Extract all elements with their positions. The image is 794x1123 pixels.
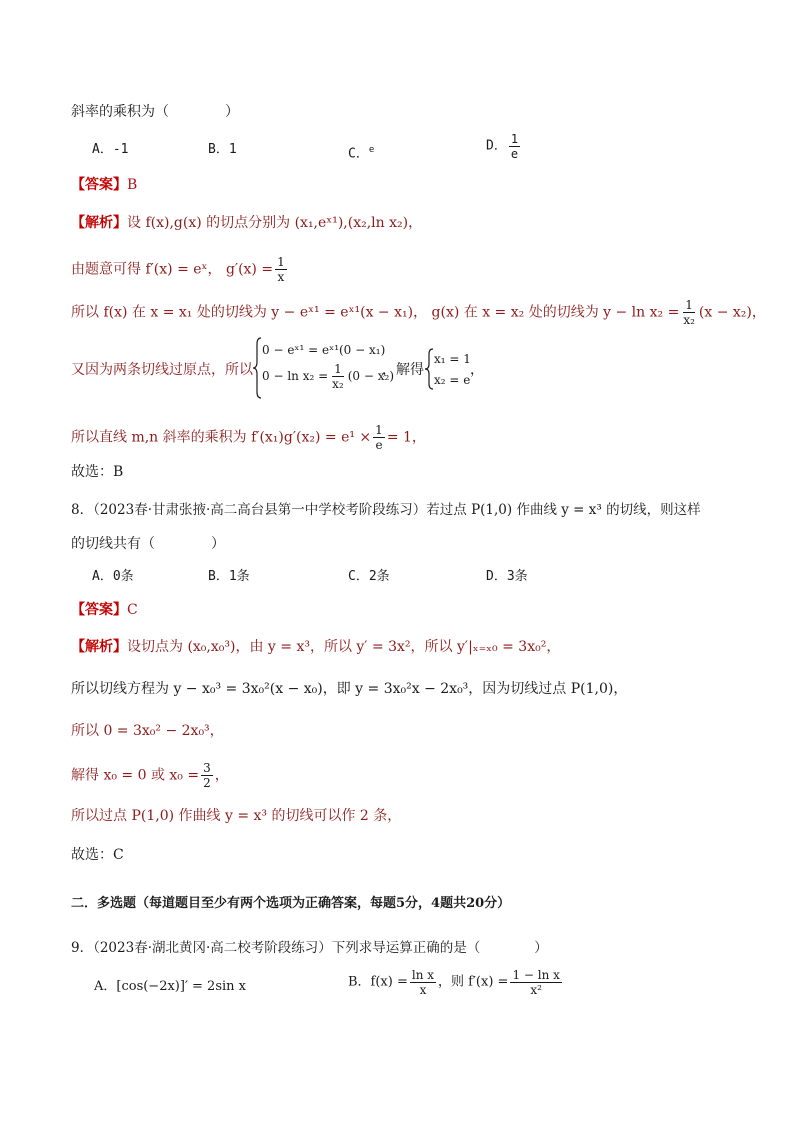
section-2-heading: 二．多选题（每道题目至少有两个选项为正确答案，每题5分，4题共20分） [71,896,511,911]
q7-option-c: C．$^e$ [348,145,375,162]
q8-option-a: A．0条 [92,569,134,584]
q7-system1-row2: 0 − ln x₂ = $\frac{1}{\text{x₂}}$ (0 − x₂) [262,362,394,391]
q7-system1-row1: 0 − eˣ¹ = eˣ¹(0 − x₁) [262,343,386,357]
q9-stem: 9．（2023春·湖北黄冈·高二校考阶段练习）下列求导运算正确的是（ ） [71,940,548,956]
q8-stem-line-2: 的切线共有（ ） [71,536,225,552]
q7-analysis-line-3: 所以 f(x) 在 x = x₁ 处的切线为 y − eˣ¹ = eˣ¹(x − x₁)， g(x) 在 x = x₂ 处的切线为 y − ln x₂ = $\frac{1}{\text{x₂}}$ (x − x₂)， [71,298,766,327]
q8-pick: 故选：C [71,847,124,863]
q8-analysis-line-2: 所以切线方程为 y − x₀³ = 3x₀²(x − x₀)，即 y = 3x₀²x − 2x₀³，因为切线过点 P(1,0)， [71,681,628,697]
q7-system2-row1: x₁ = 1 [434,352,471,366]
q7-stem-tail: 斜率的乘积为（ ） [71,104,239,120]
q7-option-b: B．1 [208,142,237,157]
q8-option-b: B．1条 [208,569,250,584]
q7-pick: 故选：B [71,464,124,480]
q7-system2-row2: x₂ = e [434,373,471,387]
q7-analysis-line-5: 所以直线 m,n 斜率的乘积为 f′(x₁)g′(x₂) = e¹ × $\frac{1}{e}$ = 1， [71,423,426,452]
q8-analysis-line-3: 所以 0 = 3x₀² − 2x₀³， [71,723,224,739]
q8-analysis-line-5: 所以过点 P(1,0) 作曲线 y = x³ 的切线可以作 2 条， [71,808,402,824]
q8-analysis-line-1: 【解析】设切点为 (x₀,x₀³)，由 y = x³，所以 y′ = 3x²，所以 y′|ₓ₌ₓ₀ = 3x₀²， [71,639,561,655]
q8-analysis-line-4: 解得 x₀ = 0 或 x₀ = $\frac{3}{2}$ ， [71,761,229,790]
q7-analysis-line-1: 【解析】设 f(x),g(x) 的切点分别为 (x₁,eˣ¹),(x₂,ln x₂)， [71,215,423,231]
q8-option-c: C．2条 [348,569,390,584]
q7-analysis-line-4a: 又因为两条切线过原点，所以 [71,362,253,378]
q9-option-b: B．f(x) = $\frac{\text{ln x}}{x}$ ，则 f′(x) = $\frac{\text{1 − ln x}}{\text{x²}}$ [348,968,560,997]
q7-analysis-line-4b: ，解得 [382,362,424,378]
q8-option-d: D．3条 [486,569,528,584]
q9-option-a: A．[cos(−2x)]′ = 2sin x [94,979,246,994]
q7-answer: 【答案】B [71,177,138,193]
q7-option-a: A．-1 [92,142,129,157]
q7-analysis-line-2: 由题意可得 f′(x) = eˣ， g′(x) = $\frac{1}{x}$ [71,255,285,284]
q7-option-d: D． $\frac{1}{e}$ [486,132,519,161]
q7-analysis-line-4c: ， [470,362,484,378]
q8-stem-line-1: 8．（2023春·甘肃张掖·高二高台县第一中学校考阶段练习）若过点 P(1,0) 作曲线 y = x³ 的切线，则这样 [71,502,701,518]
q8-answer: 【答案】C [71,602,138,618]
